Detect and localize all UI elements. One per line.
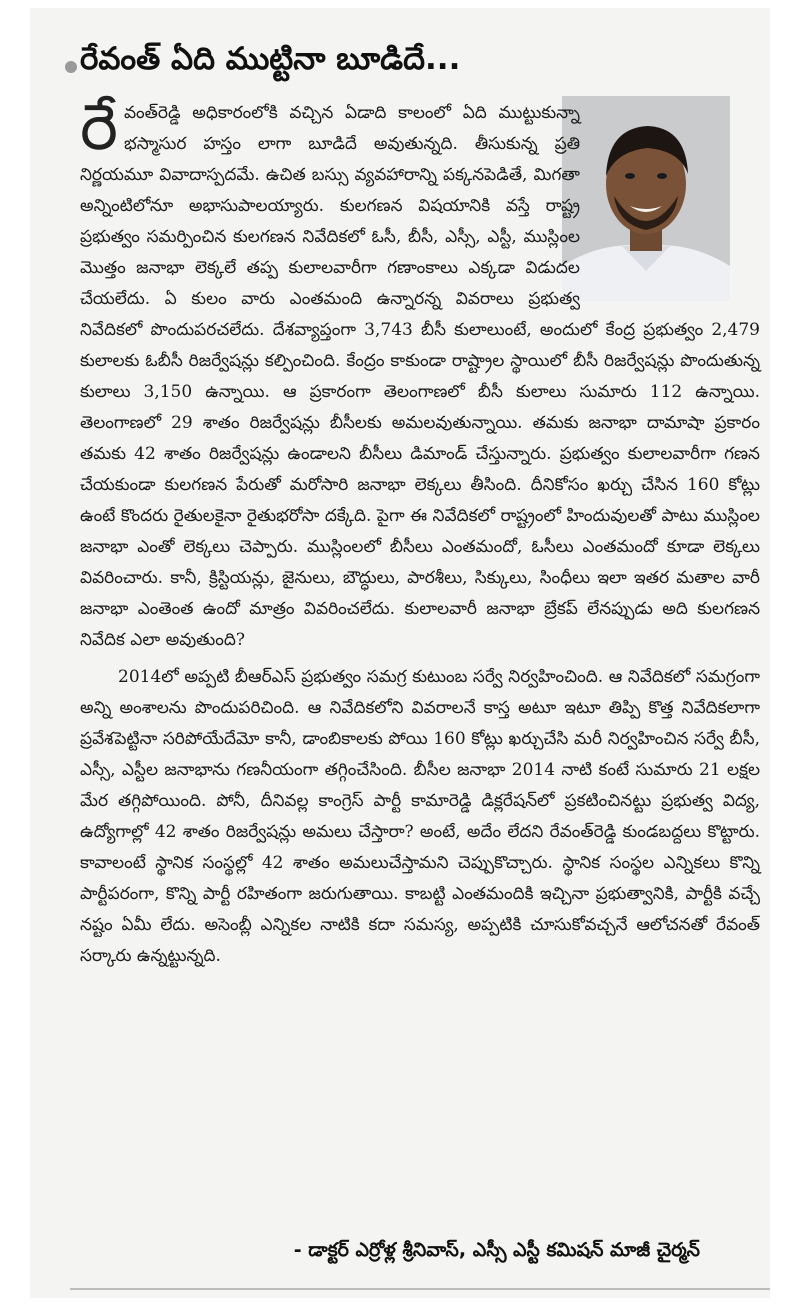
paragraph-2: 2014లో అప్పటి బీఆర్ఎస్ ప్రభుత్వం సమగ్ర కుటుంబ సర్వే నిర్వహించింది. ఆ నివేదికలో సమగ్రంగా అన్ని అంశాలను పొందుపరిచింది. ఆ నివేదికలోని వివరాలనే కాస్త అటూ ఇటూ తిప్పి కొత్త నివేదికలాగా ప్రవేశపెట్టినా సరిపోయేదేమో కానీ, డాంబికాలకు పోయి 160 కోట్లు ఖర్చుచేసి మరీ నిర్వహించిన సర్వే బీసీ, ఎస్సీ, ఎస్టీల జనాభాను గణనీయంగా తగ్గించేసింది. బీసీల జనాభా 2014 నాటి కంటే సుమారు 21 లక్షల మేర తగ్గిపోయింది. పోనీ, దీనివల్ల కాంగ్రెస్ పార్టీ కామారెడ్డి డిక్లరేషన్‌లో ప్రకటించినట్టు ప్రభుత్వ విద్య, ఉద్యోగాల్లో 42 శాతం రిజర్వేషన్లు అమలు చేస్తారా? అంటే, అదేం లేదని రేవంత్‌రెడ్డి కుండబద్దలు కొట్టారు. కావాలంటే స్థానిక సంస్థల్లో 42 శాతం అమలుచేస్తామని చెప్పుకొచ్చారు. స్థానిక సంస్థల ఎన్నికలు కొన్ని పార్టీపరంగా, కొన్ని పార్టీ రహితంగా జరుగుతాయి. కాబట్టి ఎంతమందికి ఇచ్చినా ప్రభుత్వానికి, పార్టీకి వచ్చే నష్టం ఏమీ లేదు. అసెంబ్లీ ఎన్నికల నాటికి కదా సమస్య, అప్పటికి చూసుకోవచ్చనే ఆలోచనతో రేవంత్ సర్కారు ఉన్నట్టున్నది. — [80, 667, 760, 966]
paragraph-1: రేవంత్‌రెడ్డి అధికారంలోకి వచ్చిన ఏడాది కాలంలో ఏది ముట్టుకున్నా భస్మాసుర హస్తం లాగా బూడిదే అవుతున్నది. తీసుకున్న ప్రతి నిర్ణయమూ వివాదాస్పదమే. ఉచిత బస్సు వ్యవహారాన్ని పక్కనపెడితే, మిగతా అన్నింటిలోనూ అభాసుపాలయ్యారు. కులగణన విషయానికి వస్తే రాష్ట్ర ప్రభుత్వం సమర్పించిన కులగణన నివేదికలో ఓసీ, బీసీ, ఎస్సీ, ఎస్టీ, ముస్లింల మొత్తం జనాభా లెక్కలే తప్ప కులాలవారీగా గణాంకాలు ఎక్కడా విడుదల చేయలేదు. ఏ కులం వారు ఎంతమంది ఉన్నారన్న వివరాలు ప్రభుత్వ నివేదికలో పొందుపరచలేదు. దేశవ్యాప్తంగా 3,743 బీసీ కులాలుంటే, అందులో కేంద్ర ప్రభుత్వం 2,479 కులాలకు ఓబీసీ రిజర్వేషన్లు కల్పించింది. కేంద్రం కాకుండా రాష్ట్రాల స్థాయిలో బీసీ రిజర్వేషన్లు పొందుతున్న కులాలు 3,150 ఉన్నాయి. ఆ ప్రకారంగా తెలంగాణలో బీసీ కులాలు సుమారు 112 ఉన్నాయి. తెలంగాణలో 29 శాతం రిజర్వేషన్లు బీసీలకు అమలవుతున్నాయి. తమకు జనాభా దామాషా ప్రకారం తమకు 42 శాతం రిజర్వేషన్లు ఉండాలని బీసీలు డిమాండ్ చేస్తున్నారు. ప్రభుత్వం కులాలవారీగా గణన చేయకుండా కులగణన పేరుతో మరోసారి జనాభా లెక్కలు తీసింది. దీనికోసం ఖర్చు చేసిన 160 కోట్లు ఉంటే కొందరు రైతులకైనా రైతుభరోసా దక్కేది. పైగా ఈ నివేదికలో రాష్ట్రంలో హిందువులతో పాటు ముస్లింల జనాభా ఎంతో లెక్కలు చెప్పారు. ముస్లింలలో బీసీలు ఎంతమందో, ఓసీలు ఎంతమందో కూడా లెక్కలు వివరించారు. కానీ, క్రిస్టియన్లు, జైనులు, బౌద్ధులు, పారశీలు, సిక్కులు, సింధీలు ఇలా ఇతర మతాల వారీ జనాభా ఎంతెంత ఉందో మాత్రం వివరించలేదు. కులాలవారీ జనాభా బ్రేకప్ లేనప్పుడు అది కులగణన నివేదిక ఎలా అవుతుంది? — [80, 91, 760, 650]
article-title: రేవంత్ ఏది ముట్టినా బూడిదే... — [80, 41, 461, 77]
title-bullet-icon — [65, 61, 77, 73]
article-clipping — [30, 8, 770, 1298]
bottom-divider — [70, 1288, 770, 1290]
drop-cap: రే — [80, 91, 118, 165]
author-signature: - డాక్టర్ ఎర్రోళ్ల శ్రీనివాస్, ఎస్సీ ఎస్టీ కమిషన్ మాజీ చైర్మన్ — [293, 1239, 700, 1261]
article-body — [80, 91, 760, 972]
